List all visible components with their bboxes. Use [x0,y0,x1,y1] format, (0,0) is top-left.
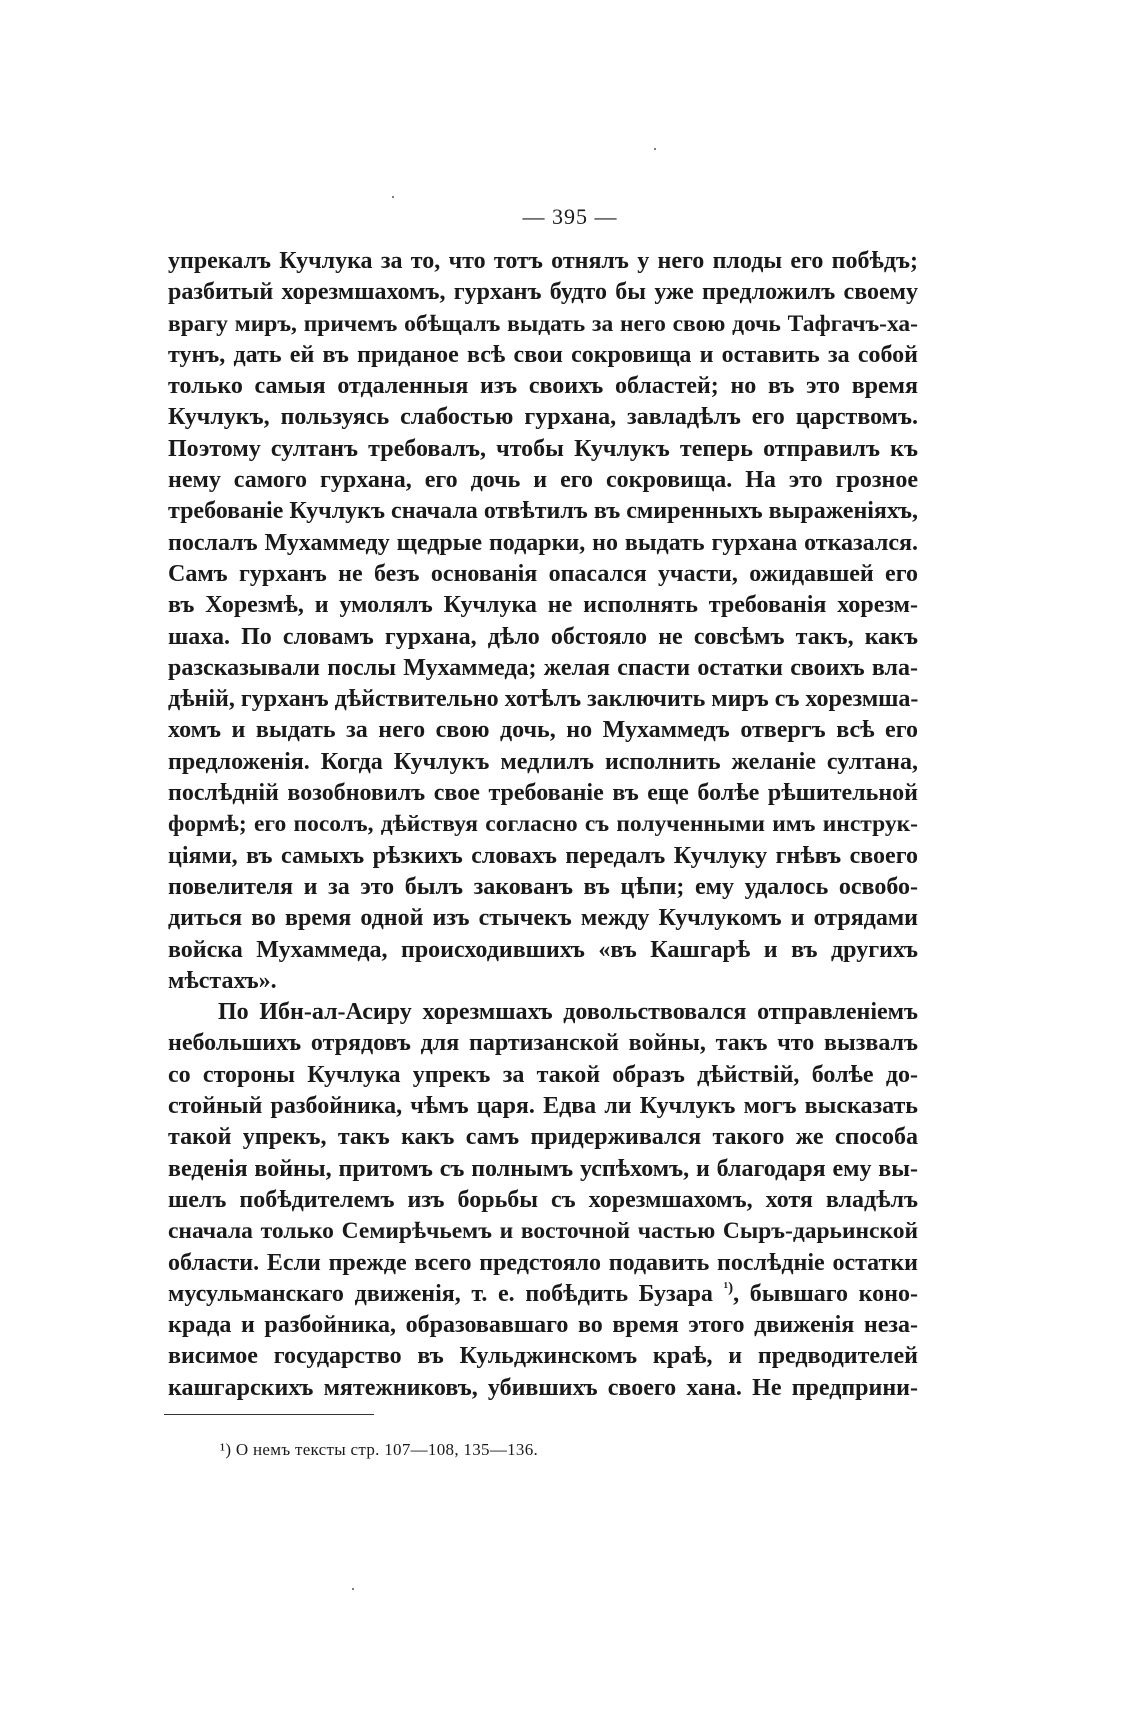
text-line: хомъ и выдать за него свою дочь, но Мухаммедъ отвергъ всѣ его [168,717,918,744]
text-line: области. Если прежде всего предстояло подавить послѣдніе остатки [168,1249,918,1276]
text-line: только самыя отдаленныя изъ своихъ областей; но въ это время [168,373,918,400]
text-line: упрекалъ Кучлука за то, что тотъ отнялъ у него плоды его побѣдъ; [168,248,918,274]
page-number: — 395 — [522,204,618,229]
text-line: шаха. По словамъ гурхана, дѣло обстояло не совсѣмъ такъ, какъ [168,623,918,650]
text-line: разбитый хорезмшахомъ, гурханъ будто бы уже предложилъ своему [168,279,918,306]
footnote: ¹) О немъ тексты стр. 107—108, 135—136. [220,1440,539,1459]
text-line: тунъ, дать ей въ приданое всѣ свои сокровища и оставить за собой [168,341,918,368]
text-line: войска Мухаммеда, происходившихъ «въ Кашгарѣ и въ другихъ [168,936,918,963]
paper-speck [352,1588,354,1590]
text-line: По Ибн-ал-Асиру хорезмшахъ довольствовался отправленіемъ [218,999,918,1026]
text-line: веденія войны, притомъ съ полнымъ успѣхомъ, и благодаря ему вы- [168,1155,918,1182]
text-line: со стороны Кучлука упрекъ за такой образъ дѣйствій, болѣе до- [168,1061,918,1088]
text-line: Поэтому султанъ требовалъ, чтобы Кучлукъ теперь отправилъ къ [168,435,918,462]
text-line: такой упрекъ, такъ какъ самъ придерживался такого же способа [168,1124,918,1151]
text-line: требованіе Кучлукъ сначала отвѣтилъ въ смиренныхъ выраженіяхъ, [168,498,918,525]
footnote-divider [164,1414,374,1415]
text-line: дѣній, гурханъ дѣйствительно хотѣлъ заключить миръ съ хорезмша- [168,686,918,713]
text-line: Кучлукъ, пользуясь слабостью гурхана, завладѣлъ его царствомъ. [168,404,918,431]
text-line: врагу миръ, причемъ обѣщалъ выдать за него свою дочь Тафгачъ-ха- [168,310,918,337]
text-line [168,1279,918,1310]
paper-speck [654,148,656,150]
text-line: крада и разбойника, образовавшаго во время этого движенія неза- [168,1312,918,1339]
paragraph-2 [168,997,918,1404]
text-line: ціями, въ самыхъ рѣзкихъ словахъ передалъ Кучлуку гнѣвъ своего [168,842,918,869]
text-line: висимое государство въ Кульджинскомъ краѣ, и предводителей [168,1343,918,1370]
text-line: разсказывали послы Мухаммеда; желая спасти остатки своихъ вла- [168,654,918,681]
paper-speck [392,196,394,198]
text-line: мѣстахъ». [168,967,277,994]
text-line: послалъ Мухаммеду щедрые подарки, но выдать гурхана отказался. [168,529,918,556]
text-line: въ Хорезмѣ, и умолялъ Кучлука не исполнять требованія хорезм- [168,592,918,619]
text-line: сначала только Семирѣчьемъ и восточной частью Сыръ-дарьинской [168,1218,918,1245]
text-line: шелъ побѣдителемъ изъ борьбы съ хорезмшахомъ, хотя владѣлъ [168,1186,918,1213]
paragraph-1 [168,246,918,997]
text-segment: , бывшаго коно- [733,1280,918,1307]
text-segment: мусульманскаго движенія, т. е. побѣдить Бузара [168,1280,713,1307]
text-line: формѣ; его посолъ, дѣйствуя согласно съ полученными имъ инструк- [168,811,918,838]
text-line: стойный разбойника, чѣмъ царя. Едва ли Кучлукъ могъ высказать [168,1093,918,1120]
text-line: небольшихъ отрядовъ для партизанской войны, такъ что вызвалъ [168,1030,918,1057]
text-line: повелителя и за это былъ закованъ въ цѣпи; ему удалось освобо- [168,873,918,900]
text-line: диться во время одной изъ стычекъ между Кучлукомъ и отрядами [168,905,918,932]
body-text [168,246,918,1404]
footnote-reference: ¹) [723,1279,734,1296]
text-line: кашгарскихъ мятежниковъ, убившихъ своего хана. Не предприни- [168,1374,918,1401]
text-line: послѣдній возобновилъ свое требованіе въ еще болѣе рѣшительной [168,780,918,807]
text-line: Самъ гурханъ не безъ основанія опасался участи, ожидавшей его [168,560,918,587]
text-line: нему самого гурхана, его дочь и его сокровища. На это грозное [168,467,918,494]
text-line: предложенія. Когда Кучлукъ медлилъ исполнить желаніе султана, [168,748,918,775]
